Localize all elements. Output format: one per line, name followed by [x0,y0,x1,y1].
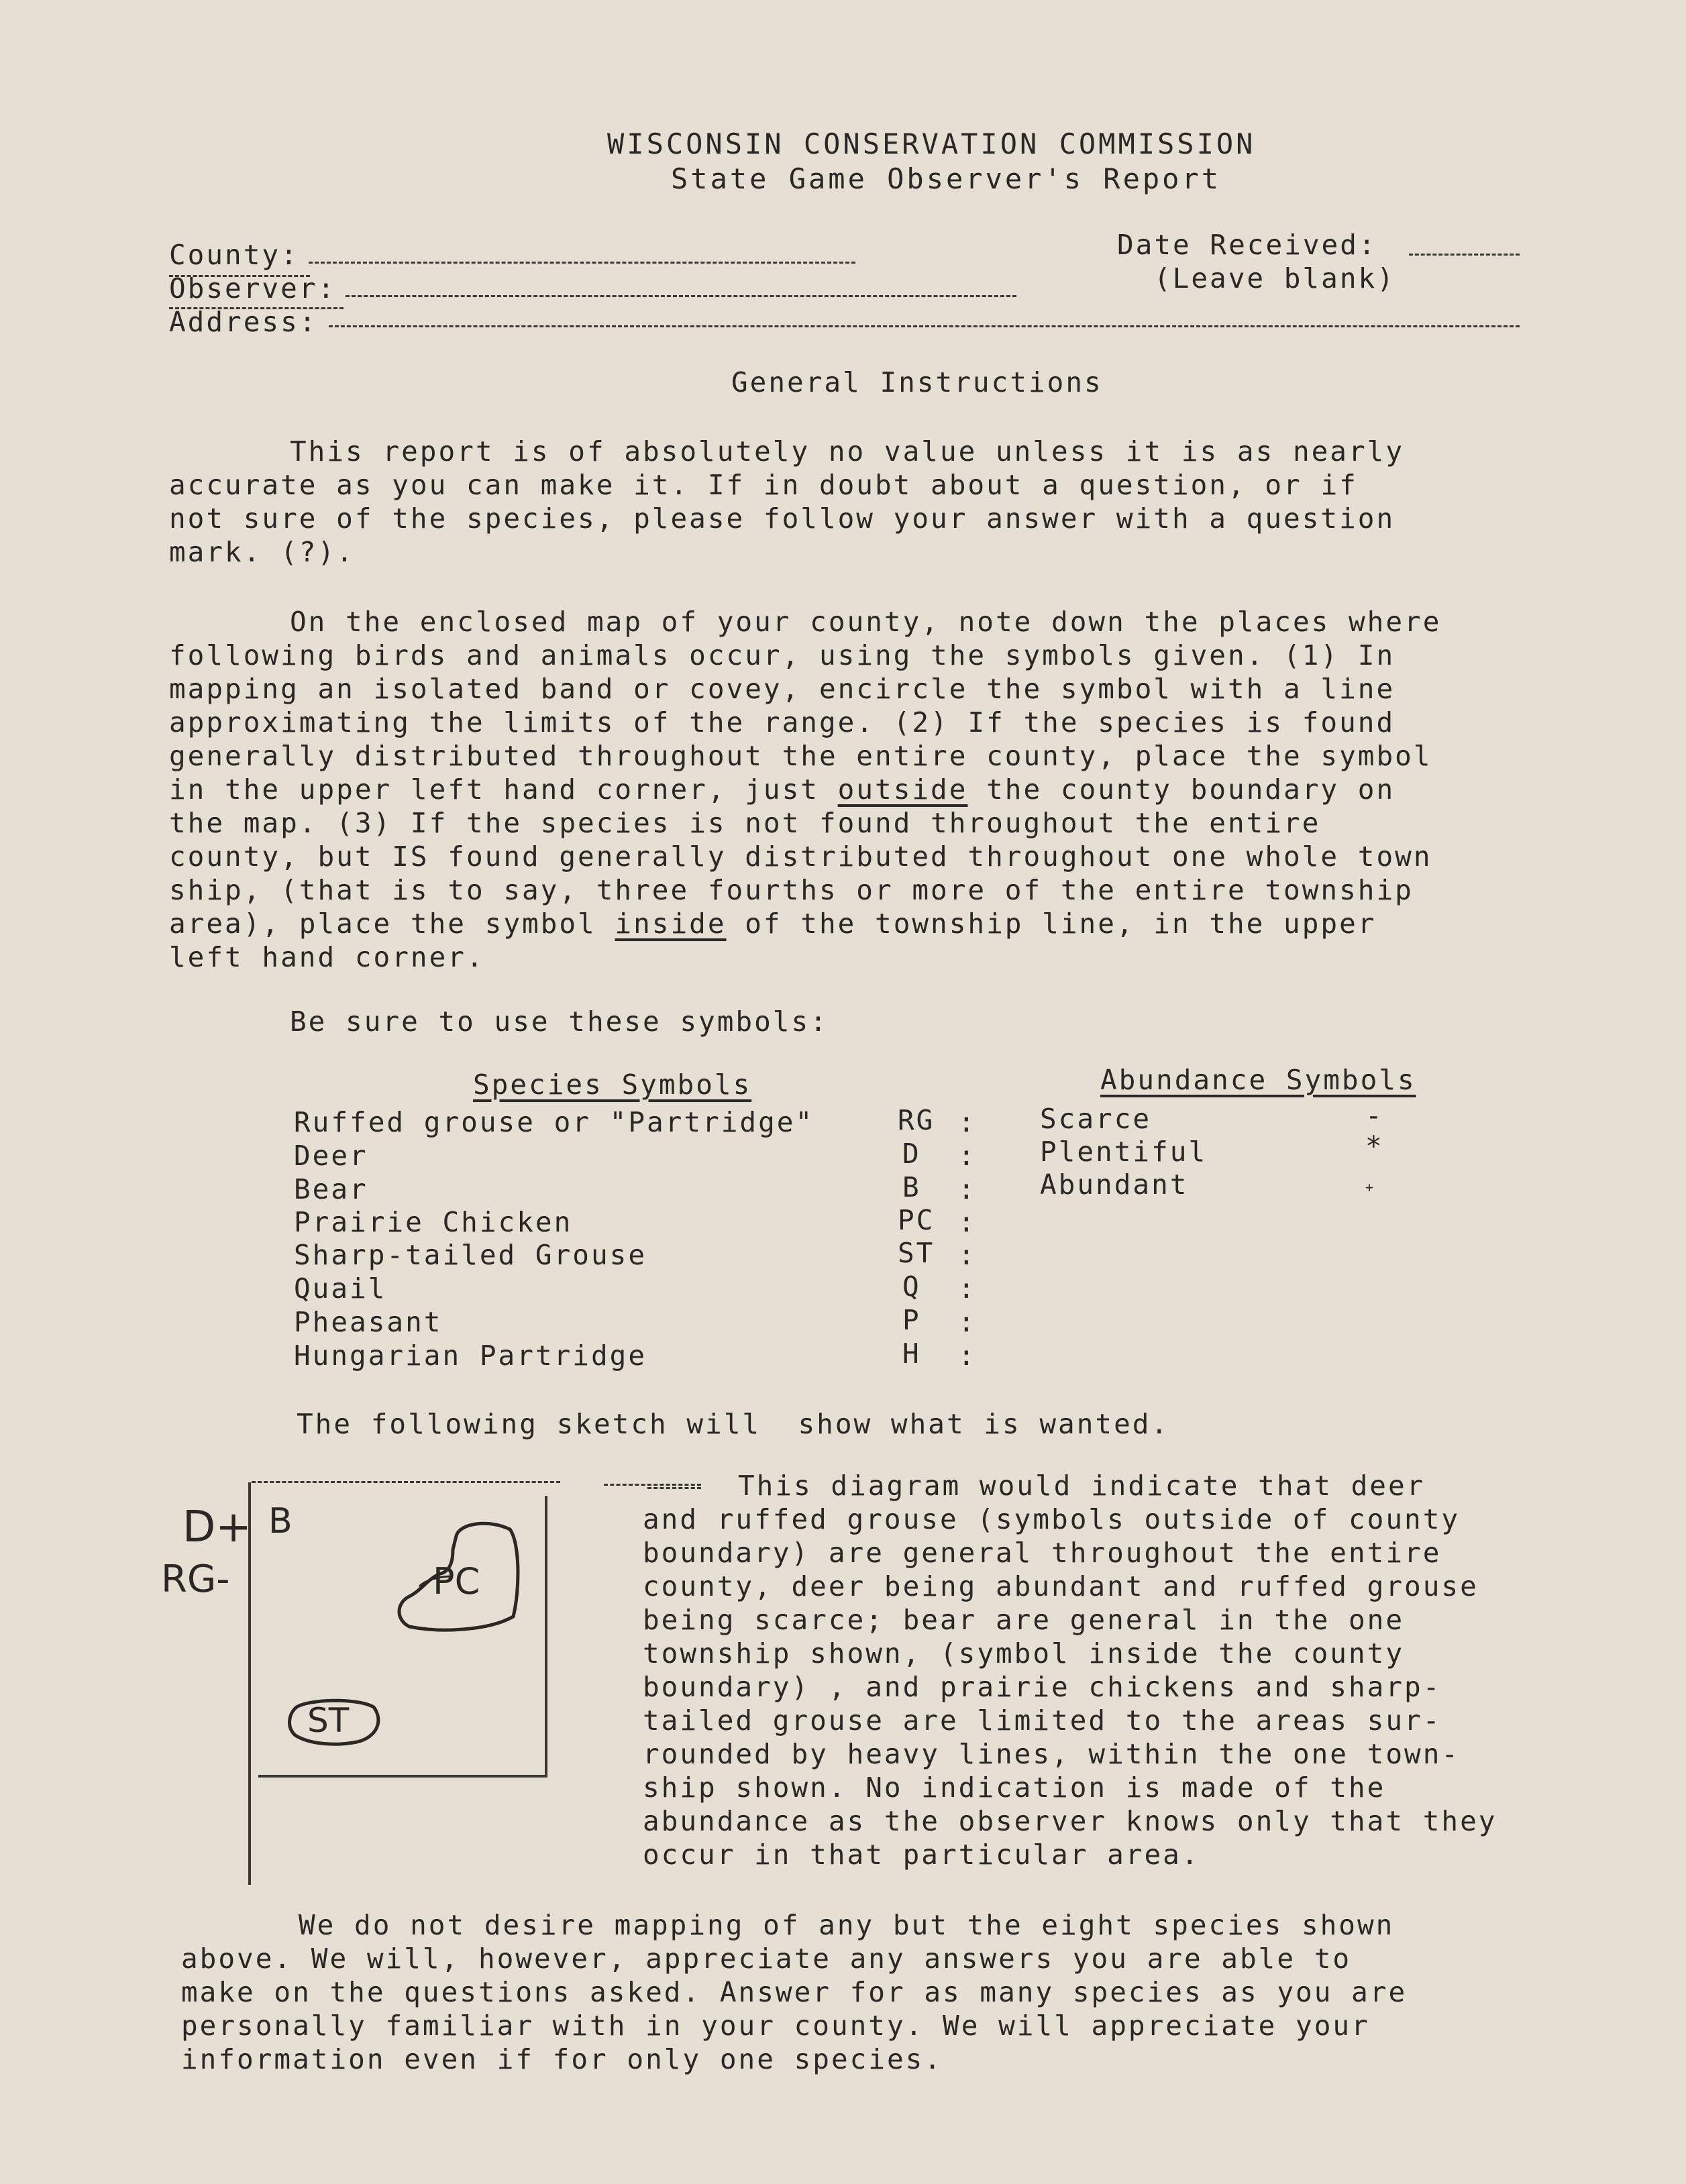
species-symbols-header: Species Symbols [473,1069,752,1101]
abundance-name: Plentiful [1040,1136,1208,1168]
species-name: Deer [294,1140,368,1172]
species-code: D [902,1138,921,1170]
county-field-line[interactable] [309,262,855,264]
species-name: Quail [294,1272,387,1305]
species-separator: : [958,1239,977,1271]
species-code: P [902,1304,921,1336]
abundance-name: Abundant [1040,1168,1189,1201]
sharp-tailed-grouse-symbol: ST [307,1701,350,1740]
species-separator: : [958,1206,977,1238]
species-separator: : [958,1272,977,1305]
abundance-symbol: - [1365,1099,1384,1132]
observer-label: Observer: [169,272,337,305]
date-received-field-line[interactable] [1409,254,1520,256]
county-label: County: [169,239,299,271]
section-title: General Instructions [731,366,1103,398]
inside-emphasis: inside [615,908,727,940]
species-separator: : [958,1106,977,1138]
map-instructions-part-3: of the township line, in the upper left hand corner. [169,908,1377,973]
species-code: ST [898,1237,935,1269]
species-separator: : [958,1173,977,1205]
sketch-intro: The following sketch will show what is wanted. [297,1408,1170,1440]
outside-symbol-deer: D+ [182,1503,252,1552]
leave-blank-note: (Leave blank) [1154,262,1395,294]
abundance-symbols-header: Abundance Symbols [1100,1064,1416,1096]
abundance-symbol: * [1365,1130,1384,1162]
observer-field-line[interactable] [346,295,1016,297]
report-subtitle: State Game Observer's Report [671,162,1222,195]
species-separator: : [958,1140,977,1172]
species-name: Hungarian Partridge [294,1340,647,1372]
county-boundary-top [252,1481,560,1483]
species-name: Ruffed grouse or "Partridge" [294,1106,814,1138]
address-label: Address: [169,306,318,338]
paragraph-map-instructions [169,605,1441,974]
species-code: B [902,1171,921,1203]
township-boundary-bottom [258,1775,547,1778]
species-separator: : [958,1340,977,1372]
header-rule-mid [169,307,344,309]
species-code: H [902,1337,921,1370]
species-separator: : [958,1306,977,1338]
species-code: RG [898,1104,935,1136]
map-instructions-part-1: On the enclosed map of your county, note down the places where following birds and animals occur, using the symbols given. (1) In mapping an isolated band or covey, encircle the symbol with a line approximating the limits of the range. (2) If the species is found generally distributed throughout the entire county, place the symbol in the upper left hand corner, just [169,606,1442,806]
closing-paragraph: We do not desire mapping of any but the eight species shown above. We will, however, appreciate any answers you are able to make on the questions asked. Answer for as many species as you are personally familiar with in your county. We will appreciate your information even if for only one species. [181,1909,1408,2075]
map-instructions-part-2: the county boundary on the map. (3) If the species is not found throughout the entire county, but IS found generally distributed throughout one whole town ship, (that is to say, three fourths or more of the entire township area), place the symbol [169,773,1432,940]
symbols-intro: Be sure to use these symbols: [290,1005,829,1038]
species-code: Q [902,1270,921,1303]
prairie-chicken-symbol: PC [433,1560,480,1602]
commission-title: WISCONSIN CONSERVATION COMMISSION [607,127,1256,160]
paragraph-accuracy: This report is of absolutely no value unless it is as nearly accurate as you can make it. If in doubt about a question, or if not sure of the species, please follow your answer with a question mark. (?). [169,435,1405,568]
abundance-symbol: + [1365,1179,1376,1195]
abundance-name: Scarce [1040,1103,1152,1135]
species-name: Bear [294,1173,368,1205]
inside-symbol-bear: B [268,1501,293,1541]
diagram-explanation: This diagram would indicate that deer and ruffed grouse (symbols outside of county boundary) are general throughout the entire county, deer being abundant and ruffed grouse being scarce; bear are general in the one township shown, (symbol inside the county boundary) , and prairie chickens and sharp- tailed grouse are limited to the areas sur- rounded by heavy lines, within the one town- ship shown. No indication is made of the abundance as the observer knows only that they occur in that particular area. [643,1470,1497,1871]
species-name: Sharp-tailed Grouse [294,1239,647,1271]
outside-emphasis: outside [837,773,968,806]
address-field-line[interactable] [329,325,1520,327]
species-code: PC [898,1204,935,1236]
species-name: Pheasant [294,1306,443,1338]
outside-symbol-ruffed-grouse: RG- [161,1558,230,1601]
species-name: Prairie Chicken [294,1206,573,1238]
header-rule-left [169,275,310,277]
date-received-label: Date Received: [1117,229,1377,261]
township-boundary-right [545,1496,547,1778]
